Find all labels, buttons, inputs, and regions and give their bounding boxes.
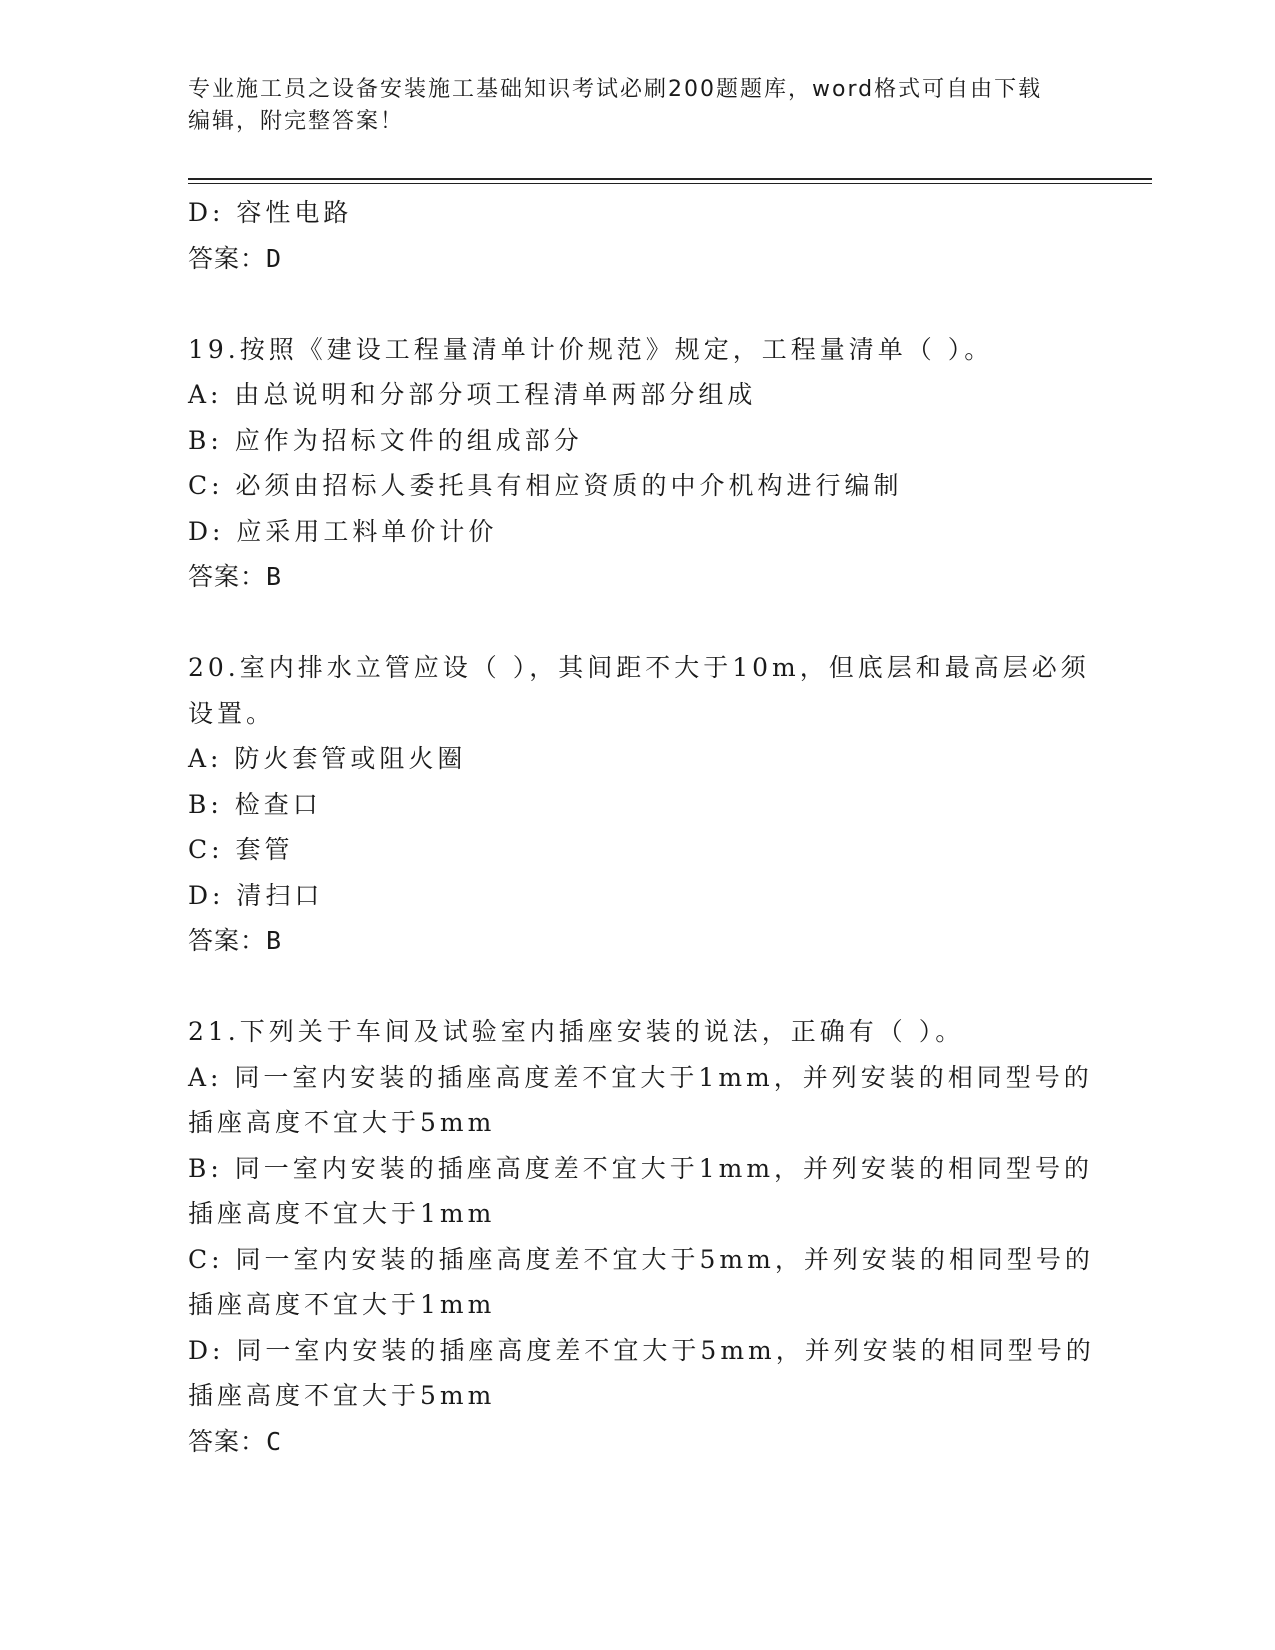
option-b-continued: 插座高度不宜大于1mm [188, 1199, 496, 1228]
spacer [188, 281, 1088, 327]
option-b: B: 检查口 [188, 789, 322, 819]
question-stem: 19.按照《建设工程量清单计价规范》规定，工程量清单（ ）。 [188, 334, 994, 364]
answer-line [188, 918, 1088, 964]
question-stem: 20.室内排水立管应设（ ），其间距不大于10m，但底层和最高层必须 [188, 653, 1090, 682]
question-19 [188, 327, 1088, 600]
question-21 [188, 1009, 1095, 1464]
answer-label: 答案： [188, 926, 267, 955]
page-header [188, 74, 1068, 138]
answer-line [188, 236, 1088, 282]
option-a: A: 同一室内安装的插座高度差不宜大于1mm，并列安装的相同型号的 [188, 1062, 1093, 1092]
option-d: D: 同一室内安装的插座高度差不宜大于5mm，并列安装的相同型号的 [188, 1335, 1095, 1365]
answer-value: B [266, 926, 283, 955]
option-c: C: 同一室内安装的插座高度差不宜大于5mm，并列安装的相同型号的 [188, 1244, 1094, 1274]
option-d: D: 清扫口 [188, 880, 324, 910]
answer-value: D [266, 243, 283, 273]
option-d: D: 容性电路 [188, 198, 353, 227]
option-b: B: 同一室内安装的插座高度差不宜大于1mm，并列安装的相同型号的 [188, 1153, 1094, 1183]
option-d: D: 应采用工料单价计价 [188, 516, 498, 546]
answer-line [188, 554, 1088, 600]
answer-line [188, 1419, 1088, 1465]
spacer [188, 600, 1088, 646]
option-a: A: 由总说明和分部分项工程清单两部分组成 [188, 380, 757, 409]
answer-value: C [266, 1426, 283, 1456]
option-a: A: 防火套管或阻火圈 [188, 744, 467, 773]
question-stem: 21.下列关于车间及试验室内插座安装的说法，正确有（ ）。 [188, 1017, 965, 1046]
option-c: C: 必须由招标人委托具有相应资质的中介机构进行编制 [188, 471, 903, 500]
option-c-continued: 插座高度不宜大于1mm [188, 1290, 496, 1319]
option-c: C: 套管 [188, 835, 294, 864]
question-stem-continued: 设置。 [188, 698, 276, 728]
option-a-continued: 插座高度不宜大于5mm [188, 1108, 496, 1137]
option-d-continued: 插座高度不宜大于5mm [188, 1381, 496, 1410]
header-divider [188, 178, 1152, 184]
option-b: B: 应作为招标文件的组成部分 [188, 425, 583, 455]
previous-question-tail [188, 190, 1088, 281]
document-body [188, 190, 1095, 1464]
header-title-line-1: 专业施工员之设备安装施工基础知识考试必刷200题题库，word格式可自由下载 [188, 77, 1043, 102]
header-title-line-2: 编辑，附完整答案！ [188, 109, 405, 134]
answer-value: B [266, 562, 283, 591]
answer-label: 答案： [188, 1426, 267, 1456]
answer-label: 答案： [188, 243, 267, 273]
answer-label: 答案： [188, 562, 267, 591]
spacer [188, 964, 1088, 1010]
question-20 [188, 645, 1088, 964]
